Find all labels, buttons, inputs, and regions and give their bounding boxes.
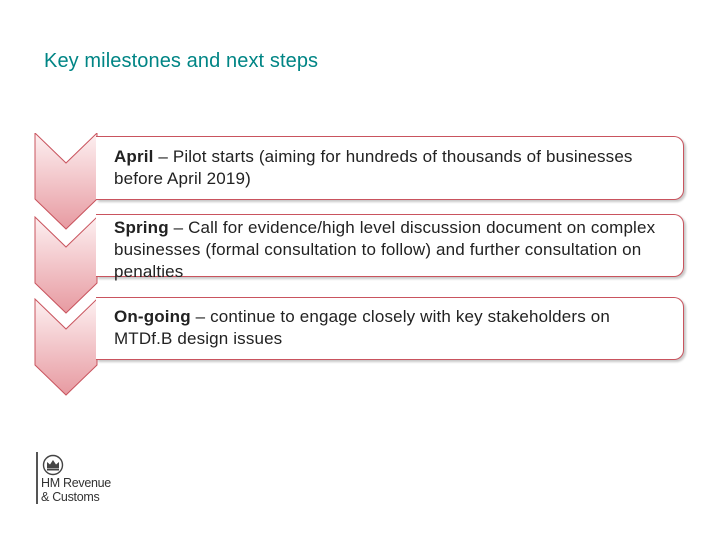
milestone-box-2 <box>96 214 684 281</box>
milestone-text-3: On-going – continue to engage closely with key stakeholders on MTDf.B design issues <box>114 307 610 348</box>
logo-line-2: & Customs <box>41 489 100 504</box>
milestone-box-3 <box>96 297 684 360</box>
milestone-text-2: Spring – Call for evidence/high level discussion document on complex businesses (formal consultation to follow) and further consultation on penalties <box>114 218 656 281</box>
logo-text <box>41 477 111 504</box>
chevron-2 <box>35 217 97 313</box>
chevron-1 <box>35 133 97 229</box>
slide-title: Key milestones and next steps <box>44 50 319 72</box>
logo-divider <box>36 452 38 504</box>
milestone-text-1: April – Pilot starts (aiming for hundreds of thousands of businesses before April 2019) <box>114 147 633 188</box>
crown-crest-icon <box>41 454 65 476</box>
hmrc-logo <box>36 452 126 506</box>
milestone-box-1 <box>96 136 684 200</box>
timeline-chevrons <box>34 133 98 397</box>
logo-line-1: HM Revenue <box>41 476 111 490</box>
